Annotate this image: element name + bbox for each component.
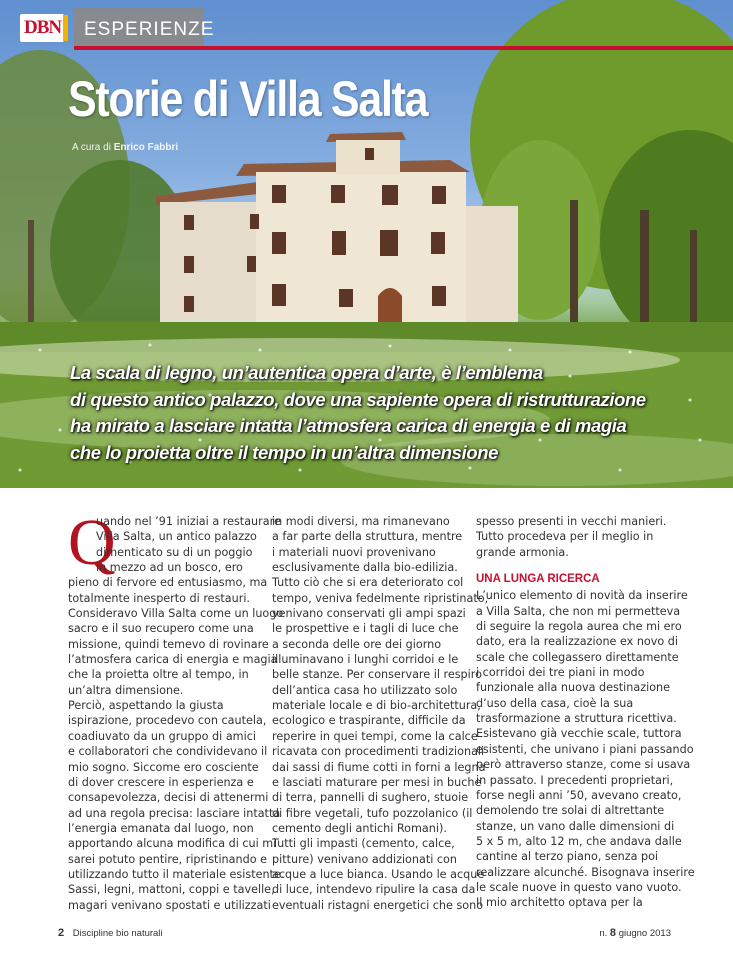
body-line: consapevolezza, decisi di attenermi xyxy=(68,791,269,805)
drop-cap: Q xyxy=(68,506,116,579)
issue-date: giugno 2013 xyxy=(618,928,671,939)
byline xyxy=(72,142,178,153)
body-line: illuminavano i lunghi corridoi e le xyxy=(272,653,459,667)
body-line: esclusivamente dalla bio-edilizia. xyxy=(272,561,458,575)
column-2 xyxy=(272,514,489,913)
body-line: però attraverso stanze, come si usava xyxy=(476,758,691,772)
body-line: eventuali ristagni energetici che sono xyxy=(272,898,484,912)
body-line: dai sassi di fiume cotti in forni a legna xyxy=(272,760,486,774)
body-line: grande armonia. xyxy=(476,545,569,559)
body-line: un’altra dimensione. xyxy=(68,683,184,697)
body-line: mio sogno. Siccome ero cosciente xyxy=(68,760,259,774)
body-line: l’atmosfera carica di energia e magia xyxy=(68,653,278,667)
body-line: forse negli anni ’50, avevano creato, xyxy=(476,788,682,802)
body-line: di terra, pannelli di sughero, stuoie xyxy=(272,791,469,805)
subtitle-line: La scala di legno, un’autentica opera d’arte, è l’emblema xyxy=(70,362,543,383)
body-line: pieno di fervore ed entusiasmo, ma xyxy=(68,576,268,590)
article-subtitle xyxy=(70,360,670,466)
body-line: magari venivano spostati e utilizzati xyxy=(68,898,271,912)
body-line: uando nel ’91 iniziai a restaurare xyxy=(96,515,281,528)
body-line: in modi diversi, ma rimanevano xyxy=(272,515,450,528)
body-line: Esistevano già vecchie scale, tuttora xyxy=(476,727,682,741)
issue-prefix: n. xyxy=(599,928,608,939)
body-line: dato, era la realizzazione ex novo di xyxy=(476,635,679,649)
subtitle-line: di questo antico palazzo, dove una sapiente opera di ristrutturazione xyxy=(70,388,646,410)
footer-right xyxy=(599,927,671,939)
body-line: Tutto ciò che si era deteriorato col xyxy=(272,576,464,590)
body-line: tempo, veniva fedelmente ripristinato, xyxy=(272,591,489,605)
body-line: ricavata con procedimenti tradizionali xyxy=(272,745,485,759)
section-subheading: UNA LUNGA RICERCA xyxy=(476,573,600,586)
body-line: e collaboratori che condividevano il xyxy=(68,745,268,759)
logo-accent-strip xyxy=(63,15,68,41)
body-line: dimenticato su di un poggio xyxy=(96,545,253,559)
footer-left xyxy=(58,927,163,939)
body-line: Tutti gli impasti (cemento, calce, xyxy=(272,837,455,851)
body-line: a seconda delle ore dei giorno xyxy=(272,637,442,651)
body-line: coadiuvato da un gruppo di amici xyxy=(68,729,256,743)
column-1 xyxy=(68,506,285,913)
body-line: stanze, un vano dalle dimensioni di xyxy=(476,819,675,833)
body-line: Sassi, legni, mattoni, coppi e tavelle, xyxy=(68,883,275,897)
body-line: materiale locale e di bio-architettura, xyxy=(272,699,481,713)
body-line: i corridoi dei tre piani in modo xyxy=(476,666,645,680)
body-line: sacro e il suo recupero come una xyxy=(68,622,254,636)
body-line: demolendo tre solai di altrettante xyxy=(476,804,665,818)
body-line: pitture) venivano addizionati con xyxy=(272,852,457,866)
body-line: realizzare alcunché. Bisognava inserire xyxy=(476,865,695,879)
body-line: di fibre vegetali, tufo pozzolanico (il xyxy=(272,806,473,820)
publication-name: Discipline bio naturali xyxy=(72,928,163,939)
body-line: funzionale alla nuova destinazione xyxy=(476,681,671,695)
body-line: di seguire la regola aurea che mi ero xyxy=(476,620,682,634)
body-line: venivano conservati gli ampi spazi xyxy=(272,607,466,621)
body-line: acque a luce bianca. Usando le acque xyxy=(272,867,485,881)
subtitle-line: che lo proietta oltre il tempo in un’altra dimensione xyxy=(70,441,499,463)
body-line: cemento degli antichi Romani). xyxy=(272,821,447,835)
body-line: d’uso della casa, cioè la sua xyxy=(476,696,634,710)
header-rule xyxy=(74,46,733,50)
article-title: Storie di Villa Salta xyxy=(68,71,428,127)
body-line: ecologico e traspirante, difficile da xyxy=(272,714,466,728)
body-line: Il mio architetto optava per la xyxy=(476,896,643,910)
body-line: di luce, intendevo ripulire la casa da xyxy=(272,883,476,897)
body-line: a far parte della struttura, mentre xyxy=(272,530,463,544)
body-line: L’unico elemento di novità da inserire xyxy=(476,589,688,603)
body-line: scale che collegassero direttamente xyxy=(476,650,679,664)
body-line: ispirazione, procedevo con cautela, xyxy=(68,714,267,728)
issue-number: 8 xyxy=(609,927,617,939)
magazine-logo: DBN xyxy=(24,17,62,38)
body-line: ad una regola precisa: lasciare intatta xyxy=(68,806,281,820)
body-line: le scale nuove in questo vano vuoto. xyxy=(476,880,682,894)
column-3 xyxy=(476,514,695,911)
body-line: esistenti, che univano i piani passando xyxy=(476,742,694,756)
body-line: i materiali nuovi provenivano xyxy=(272,545,436,559)
body-line: belle stanze. Per conservare il respiro xyxy=(272,668,482,682)
body-line: l’energia emanata dal luogo, non xyxy=(68,821,254,835)
body-line: totalmente inesperto di restauri. xyxy=(68,591,250,605)
body-line: in mezzo ad un bosco, ero xyxy=(96,561,243,575)
body-line: missione, quindi temevo di rovinare xyxy=(68,637,269,651)
body-line: Villa Salta, un antico palazzo xyxy=(96,530,257,544)
body-line: Consideravo Villa Salta come un luogo xyxy=(68,607,284,621)
body-line: trasformazione a struttura ricettiva. xyxy=(476,712,677,726)
body-line: che la proietta oltre al tempo, in xyxy=(68,668,249,682)
section-label: ESPERIENZE xyxy=(84,19,215,40)
body-line: di dover crescere in esperienza e xyxy=(68,775,254,789)
body-line: in passato. I precedenti proprietari, xyxy=(476,773,674,787)
body-line: spesso presenti in vecchi manieri. xyxy=(476,515,667,528)
byline-author: Enrico Fabbri xyxy=(113,142,179,153)
subtitle-line: ha mirato a lasciare intatta l’atmosfera carica di energia e di magia xyxy=(70,415,627,436)
body-line: a Villa Salta, che non mi permetteva xyxy=(476,604,681,618)
body-line: e lasciati maturare per mesi in buche xyxy=(272,775,482,789)
body-line: reperire in quei tempi, come la calce xyxy=(272,729,478,743)
body-line: 5 x 5 m, alto 12 m, che andava dalle xyxy=(476,834,682,848)
body-line: utilizzando tutto il materiale esistente. xyxy=(68,867,285,881)
page-number: 2 xyxy=(58,927,65,939)
body-line: Perciò, aspettando la giusta xyxy=(68,699,224,713)
body-line: apportando alcuna modifica di cui mi xyxy=(68,837,277,851)
body-line: cantine al terzo piano, senza poi xyxy=(476,850,659,864)
body-line: le prospettive e i tagli di luce che xyxy=(272,622,459,636)
byline-prefix: A cura di xyxy=(72,142,111,153)
body-line: Tutto procedeva per il meglio in xyxy=(476,530,654,544)
body-line: sarei potuto pentire, ripristinando e xyxy=(68,852,267,866)
body-line: dell’antica casa ho utilizzato solo xyxy=(272,683,458,697)
